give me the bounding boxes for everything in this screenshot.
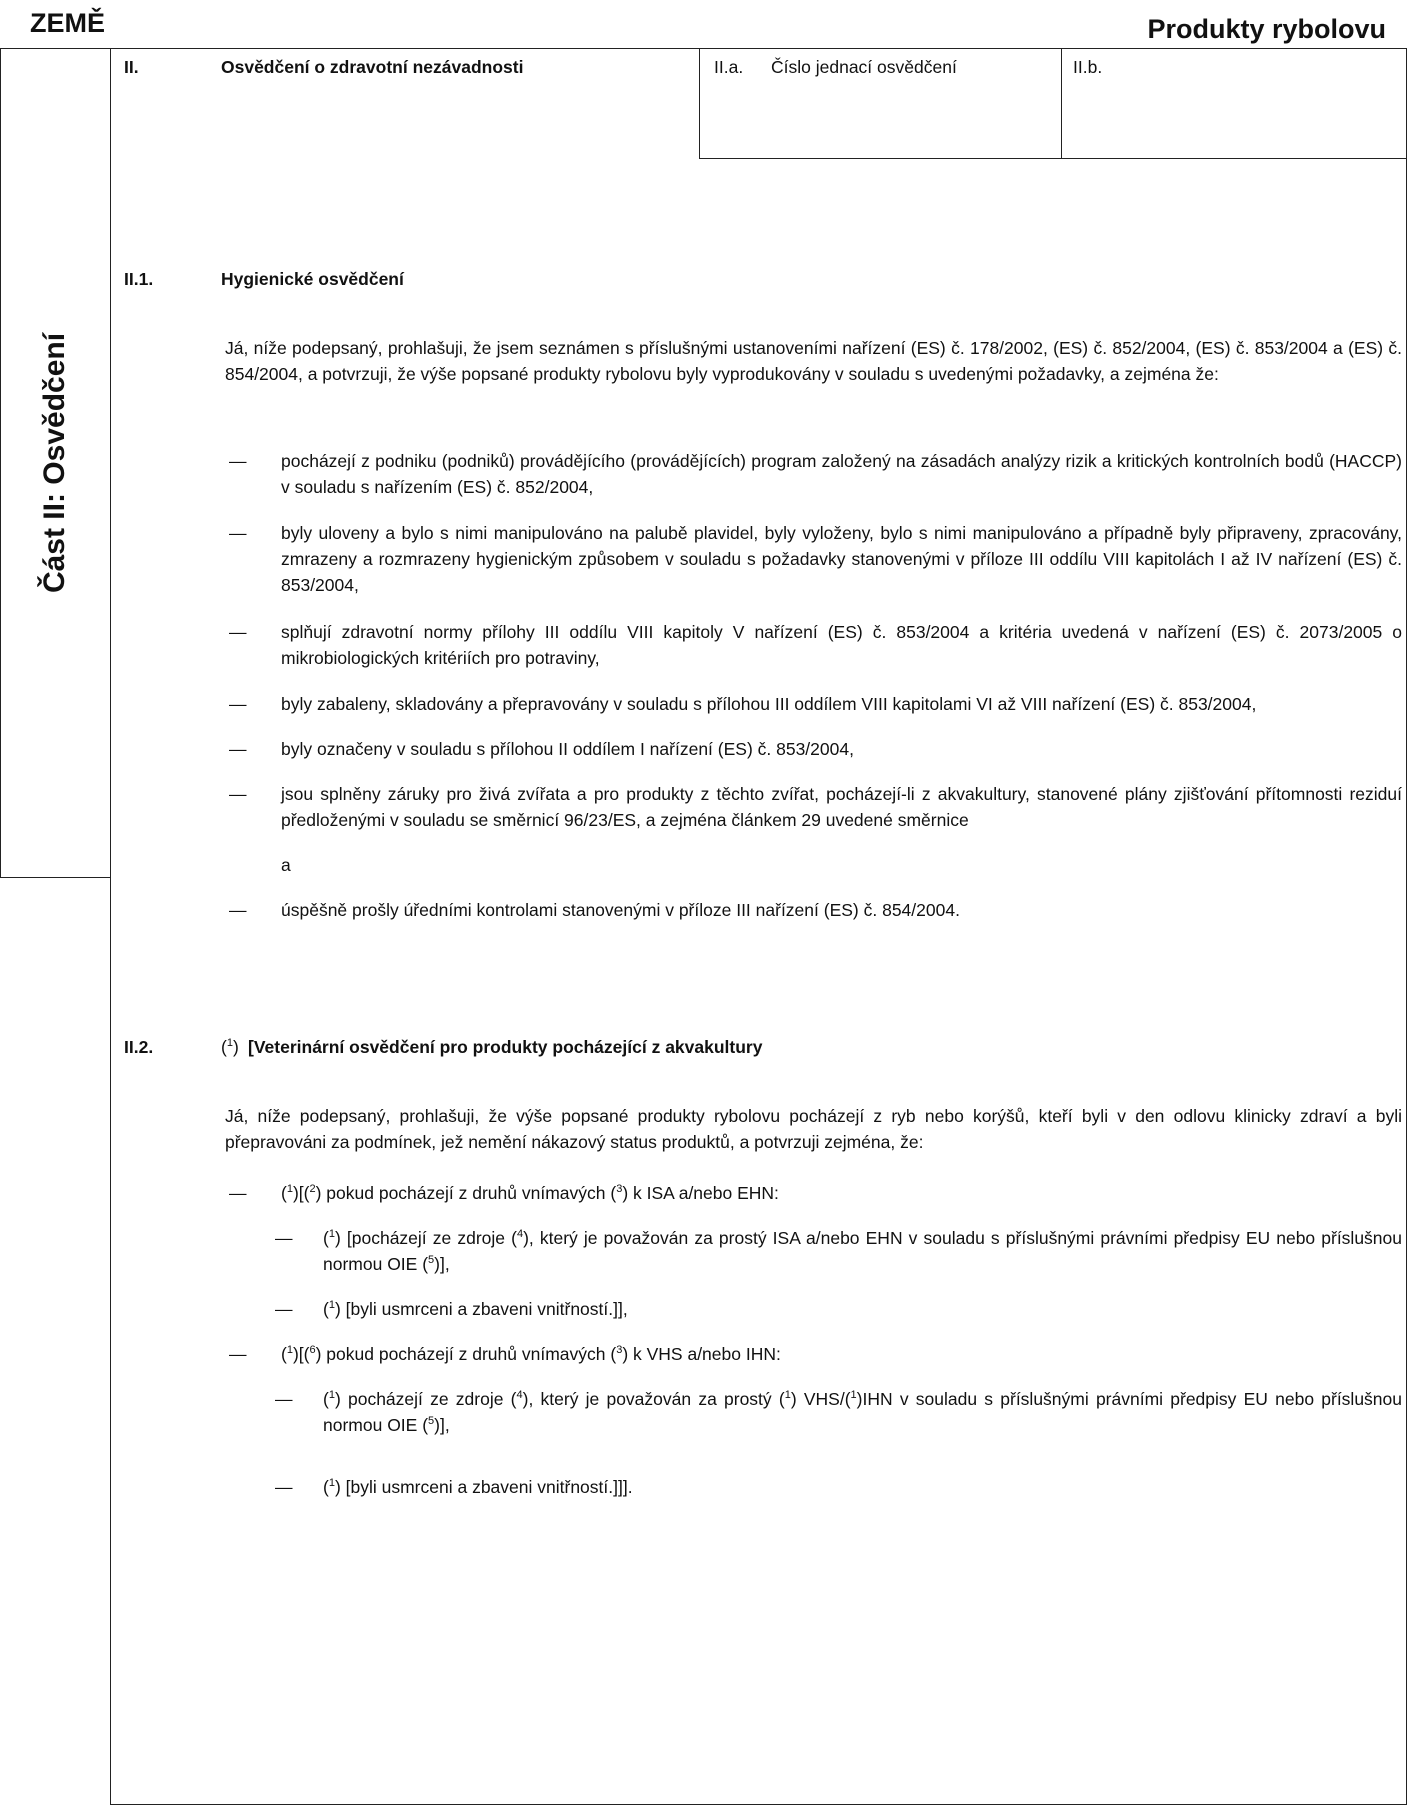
- dash-10: —: [275, 1299, 293, 1319]
- section1-title: Hygienické osvědčení: [221, 269, 404, 289]
- header-country: ZEMĚ: [30, 8, 106, 38]
- side-title: Část II: Osvědčení: [38, 332, 71, 594]
- dash-6: —: [229, 784, 247, 804]
- s1-item-5: byly označeny v souladu s přílohou II oddílem I nařízení (ES) č. 853/2004,: [281, 739, 854, 759]
- table-divider-a: [699, 48, 700, 159]
- dash-7: —: [229, 900, 247, 920]
- s1-item-2: byly uloveny a bylo s nimi manipulováno na palubě plavidel, byly vyloženy, bylo s nimi manipulováno a případně byly připraveny, zpracovány, zmrazeny a rozmrazeny hygienickým způsobem v souladu s požadavky stanovenými v příloze III oddílu VIII kapitolách I až IV nařízení (ES) č. 853/2004,: [281, 523, 1402, 595]
- s1-conjunction: a: [281, 855, 291, 875]
- table-bottom-line: [699, 158, 1407, 159]
- s2-group-2: ($^1$)[($^6$) pokud pocházejí z druhů vnímavých ($^3$) k VHS a/nebo IHN:: [281, 1344, 781, 1364]
- dash-12: —: [275, 1389, 293, 1409]
- s2-group-2a: ($^1$) pocházejí ze zdroje ($^4$), který je považován za prostý ($^1$) VHS/($^1$)IHN v souladu s příslušnými právními předpisy EU nebo příslušnou normou OIE ($^5$)],: [323, 1389, 1402, 1435]
- dash-11: —: [229, 1344, 247, 1364]
- header-product: Produkty rybolovu: [1147, 14, 1386, 44]
- dash-3: —: [229, 622, 247, 642]
- s2-group-1a: ($^1$) [pocházejí ze zdroje ($^4$), který je považován za prostý ISA a/nebo EHN v souladu s příslušnými právními předpisy EU nebo příslušnou normou OIE ($^5$)],: [323, 1228, 1402, 1274]
- dash-2: —: [229, 523, 247, 543]
- dash-8: —: [229, 1183, 247, 1203]
- dash-13: —: [275, 1477, 293, 1497]
- section2-title-prefix: ($^1$): [221, 1037, 239, 1057]
- dash-4: —: [229, 694, 247, 714]
- certificate-frame: [110, 48, 1407, 1805]
- s2-group-1: ($^1$)[($^2$) pokud pocházejí z druhů vnímavých ($^3$) k ISA a/nebo EHN:: [281, 1183, 779, 1203]
- s1-item-6: jsou splněny záruky pro živá zvířata a pro produkty z těchto zvířat, pocházejí-li z akvakultury, stanovené plány zjišťování přítomnosti reziduí předloženými v souladu se směrnicí 96/23/ES, a zejména článkem 29 uvedené směrnice: [281, 784, 1402, 830]
- s2-group-2b: ($^1$) [byli usmrceni a zbaveni vnitřností.]]].: [323, 1477, 633, 1497]
- reference-number-label: Číslo jednací osvědčení: [771, 57, 957, 77]
- certificate-title: Osvědčení o zdravotní nezávadnosti: [221, 57, 524, 77]
- s1-item-3: splňují zdravotní normy přílohy III oddílu VIII kapitoly V nařízení (ES) č. 853/2004 a kritéria uvedená v nařízení (ES) č. 2073/2005 o mikrobiologických kritériích pro potraviny,: [281, 622, 1402, 668]
- code-b: II.b.: [1073, 57, 1103, 77]
- section2-title: [Veterinární osvědčení pro produkty pocházející z akvakultury: [248, 1037, 763, 1057]
- section2-code: II.2.: [124, 1037, 154, 1057]
- part-code: II.: [124, 57, 139, 77]
- s1-item-4: byly zabaleny, skladovány a přepravovány v souladu s přílohou III oddílem VIII kapitolami VI až VIII nařízení (ES) č. 853/2004,: [281, 694, 1257, 714]
- code-a: II.a.: [714, 57, 744, 77]
- dash-1: —: [229, 451, 247, 471]
- s1-item-last: úspěšně prošly úředními kontrolami stanovenými v příloze III nařízení (ES) č. 854/2004.: [281, 900, 960, 920]
- dash-9: —: [275, 1228, 293, 1248]
- s2-group-1b: ($^1$) [byli usmrceni a zbaveni vnitřností.]],: [323, 1299, 628, 1319]
- section1-intro: Já, níže podepsaný, prohlašuji, že jsem seznámen s příslušnými ustanoveními nařízení (ES) č. 178/2002, (ES) č. 852/2004, (ES) č. 853/2004 a (ES) č. 854/2004, a potvrzuji, že výše popsané produkty rybolovu byly vyprodukovány v souladu s uvedenými požadavky, a zejména že:: [225, 338, 1402, 384]
- table-divider-b: [1061, 48, 1062, 159]
- s1-item-1: pocházejí z podniku (podniků) provádějícího (provádějících) program založený na zásadách analýzy rizik a kritických kontrolních bodů (HACCP) v souladu s nařízením (ES) č. 852/2004,: [281, 451, 1402, 497]
- section1-code: II.1.: [124, 269, 154, 289]
- dash-5: —: [229, 739, 247, 759]
- section2-intro: Já, níže podepsaný, prohlašuji, že výše popsané produkty rybolovu pocházejí z ryb nebo korýšů, kteří byli v den odlovu klinicky zdraví a byli přepravováni za podmínek, jež nemění nákazový status produktů, a potvrzuji zejména, že:: [225, 1106, 1402, 1152]
